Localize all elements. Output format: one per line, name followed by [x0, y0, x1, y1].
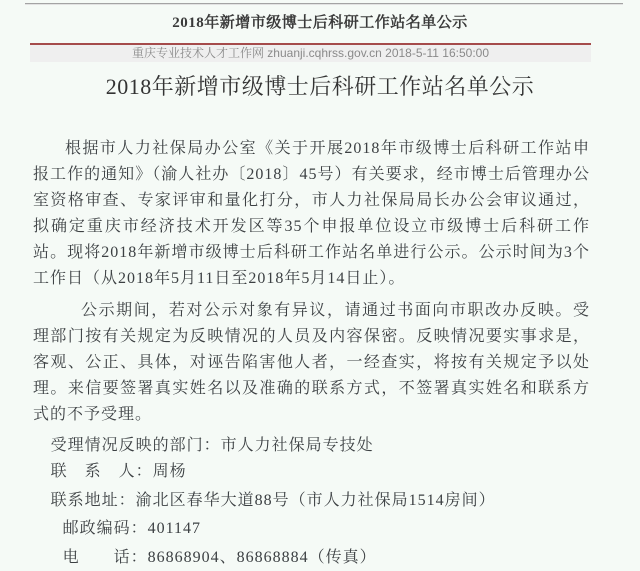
contact-department-label: 受理情况反映的部门：	[50, 437, 221, 454]
top-divider	[25, 3, 623, 5]
contact-address-line	[33, 488, 590, 514]
document-body	[33, 136, 590, 571]
contact-phone-label: 电 话：	[62, 549, 148, 566]
contact-person-label: 联 系 人：	[50, 463, 153, 480]
contact-postcode-value: 401147	[147, 520, 202, 537]
contact-postcode-line	[33, 516, 590, 542]
source-text: 重庆专业技术人才工作网 zhuanji.cqhrss.gov.cn 2018-5-11 16:50:00	[131, 46, 490, 60]
contact-phone-value: 86868904、86868884（传真）	[147, 549, 377, 566]
contact-person-value: 周杨	[152, 463, 187, 480]
contact-department-value: 市人力社保局专技处	[220, 437, 374, 454]
paragraph-objection: 公示期间，若对公示对象有异议，请通过书面向市职改办反映。受理部门按有关规定为反映情况的人员及内容保密。反映情况要实事求是，客观、公正、具体，对诬告陷害他人者，一经查实，将按有关规定予以处理。来信要签署真实姓名以及准确的联系方式，不签署真实姓名和联系方式的不予受理。	[33, 302, 590, 423]
contact-person-line	[33, 459, 590, 485]
source-bar	[30, 45, 591, 62]
announcement-page	[0, 3, 640, 566]
paragraph-intro: 根据市人力社保局办公室《关于开展2018年市级博士后科研工作站申报工作的通知》（渝人社办〔2018〕45号）有关要求，经市博士后管理办公室资格审查、专家评审和量化打分，市人力社保局局长办公会审议通过，拟确定重庆市经济技术开发区等35个申报单位设立市级博士后科研工作站。现将2018年新增市级博士后科研工作站名单进行公示。公示时间为3个工作日（从2018年5月11日至2018年5月14日止）。	[33, 140, 590, 287]
contact-address-label: 联系地址：	[50, 492, 136, 509]
contact-address-value: 渝北区春华大道88号（市人力社保局1514房间）	[135, 492, 496, 509]
contact-phone-line	[33, 545, 590, 571]
contact-department-line	[33, 433, 590, 459]
document-heading: 2018年新增市级博士后科研工作站名单公示	[105, 74, 535, 99]
contact-postcode-label: 邮政编码：	[62, 520, 148, 537]
page-title: 2018年新增市级博士后科研工作站名单公示	[172, 15, 468, 31]
